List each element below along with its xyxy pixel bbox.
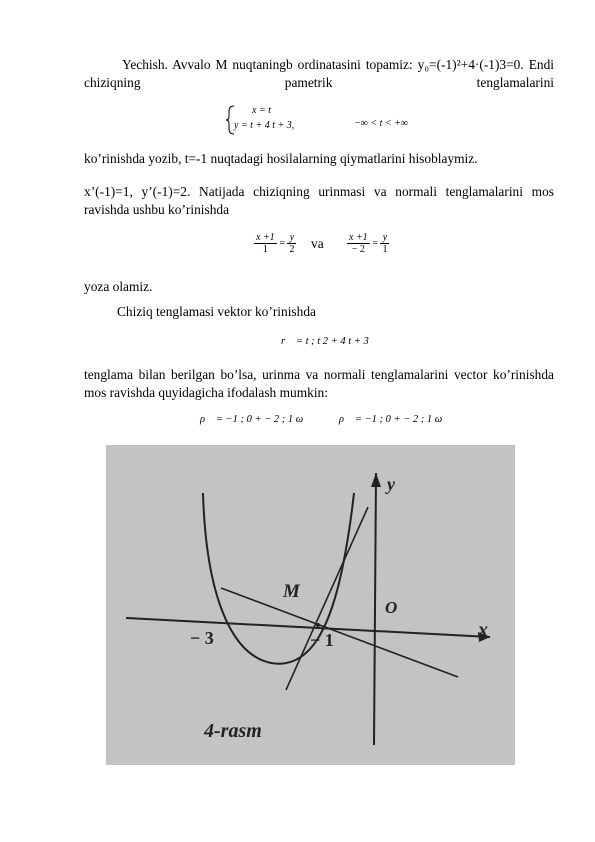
figure-graph — [106, 445, 515, 765]
y-axis-arrow-icon — [371, 473, 381, 487]
label-x: x — [478, 619, 488, 641]
tangent-vector-equation: ρ⃗ = −1 ; 0 + − 2 ; 1 ω — [200, 414, 304, 425]
derivatives-text: ko’rinishda yozib, t=-1 nuqtadagi hosilalarning qiymatlarini hisoblaymiz. — [84, 151, 478, 166]
conclusion-text: yoza olamiz. — [84, 279, 153, 294]
normal-rhs-num: y — [380, 232, 389, 244]
tangent-equation: $\frac{x +1}{1}$ = $\frac{y}{2}$ — [256, 232, 295, 255]
label-y: y — [387, 474, 395, 494]
system-line-1: x = t — [252, 105, 271, 116]
result-text: x’(-1)=1, y’(-1)=2. Natijada chiziqning urinmasi va normali tenglamalarini mos ravishda ushbu ko’rinishda — [84, 184, 554, 217]
label-minus-3: − 3 — [190, 628, 214, 648]
normal-lhs-num: x +1 — [349, 232, 368, 243]
normal-rhs-den: 1 — [382, 244, 388, 255]
system-line-2: y = t + 4 t + 3, — [234, 120, 295, 131]
y-axis — [374, 473, 376, 745]
label-o: O — [385, 598, 398, 617]
figure-caption: 4-rasm — [204, 720, 262, 742]
paragraph-solution-intro — [84, 56, 554, 92]
vector-intro-text: Chiziq tenglamasi vektor ko’rinishda — [117, 304, 316, 319]
solution-text: Yechish. Avvalo M nuqtaningb ordinatasini topamiz: y₀=(-1)²+4·(-1)3=0. Endi chiziqning pametrik tenglamalarini — [84, 57, 554, 90]
figure-4 — [106, 445, 515, 765]
paragraph-vector-forms — [84, 366, 554, 402]
paragraph-vector-intro — [117, 303, 547, 321]
parameter-range: −∞ < t < +∞ — [354, 118, 409, 129]
vector-forms-text: tenglama bilan berilgan bo’lsa, urinma va normali tenglamalarini vector ko’rinishda mos ravishda quyidagicha ifodalash mumkin: — [84, 367, 554, 400]
tangent-rhs-den: 2 — [289, 244, 295, 255]
label-minus-1: − 1 — [310, 630, 334, 650]
paragraph-derivatives — [84, 150, 554, 168]
normal-lhs-den: − 2 — [351, 244, 365, 255]
paragraph-conclusion — [84, 278, 554, 296]
normal-equation: $\frac{x +1}{- 2}$ = $\frac{y}{1}$ — [349, 232, 388, 255]
equations-joiner: va — [311, 236, 324, 251]
label-m: M — [283, 581, 300, 602]
tangent-rhs-num: y — [287, 232, 296, 244]
tangent-lhs-den: 1 — [262, 244, 268, 255]
vector-equation: r⃗ = t ; t 2 + 4 t + 3 — [281, 336, 369, 347]
point-m — [316, 623, 320, 627]
tangent-lhs-num: x +1 — [256, 232, 275, 243]
paragraph-result — [84, 183, 554, 219]
normal-vector-equation: ρ⃗ = −1 ; 0 + − 2 ; 1 ω — [339, 414, 443, 425]
